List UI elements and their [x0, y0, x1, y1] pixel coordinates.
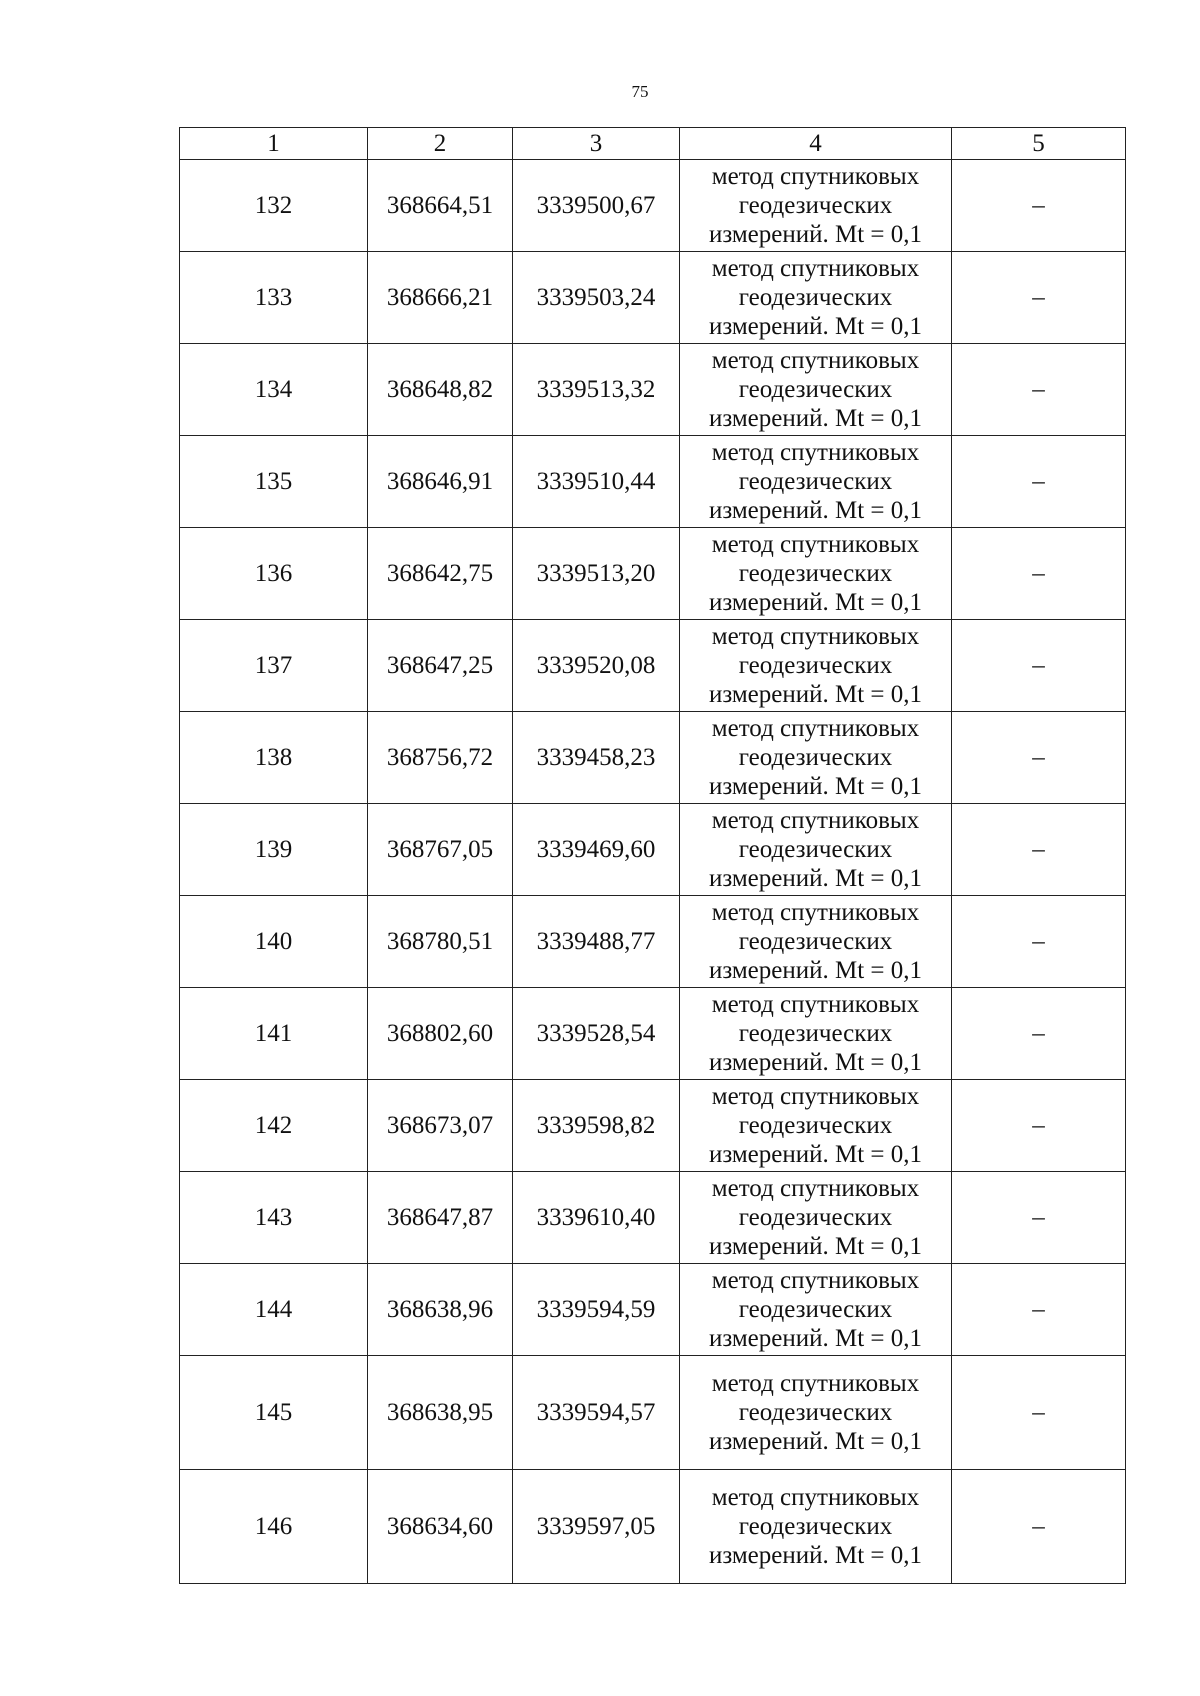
method-line: метод спутниковых [711, 623, 920, 650]
point-number-cell: 133 [180, 252, 368, 344]
note-cell: – [952, 1080, 1126, 1172]
method-cell [680, 712, 952, 804]
method-cell [680, 1172, 952, 1264]
method-line: измерений. Mt = 0,1 [708, 1325, 923, 1352]
method-line: метод спутниковых [711, 715, 920, 742]
method-cell [680, 160, 952, 252]
table-row [180, 896, 1126, 988]
x-coordinate-cell: 368646,91 [368, 436, 513, 528]
method-line: геодезических [738, 1112, 893, 1139]
method-line: метод спутниковых [711, 991, 920, 1018]
y-coordinate-cell: 3339520,08 [513, 620, 680, 712]
note-cell: – [952, 988, 1126, 1080]
x-coordinate-cell: 368767,05 [368, 804, 513, 896]
method-line: измерений. Mt = 0,1 [708, 589, 923, 616]
point-number-cell: 137 [180, 620, 368, 712]
method-line: геодезических [738, 560, 893, 587]
method-line: измерений. Mt = 0,1 [708, 1141, 923, 1168]
y-coordinate-cell: 3339528,54 [513, 988, 680, 1080]
method-line: измерений. Mt = 0,1 [708, 405, 923, 432]
note-cell: – [952, 528, 1126, 620]
point-number-cell: 132 [180, 160, 368, 252]
note-cell: – [952, 1264, 1126, 1356]
note-cell: – [952, 1356, 1126, 1470]
x-coordinate-cell: 368802,60 [368, 988, 513, 1080]
table-row [180, 1080, 1126, 1172]
y-coordinate-cell: 3339594,57 [513, 1356, 680, 1470]
table-row [180, 344, 1126, 436]
method-cell [680, 804, 952, 896]
method-cell [680, 896, 952, 988]
method-line: измерений. Mt = 0,1 [708, 497, 923, 524]
note-cell: – [952, 1172, 1126, 1264]
method-line: измерений. Mt = 0,1 [708, 1233, 923, 1260]
table-row [180, 712, 1126, 804]
y-coordinate-cell: 3339488,77 [513, 896, 680, 988]
x-coordinate-cell: 368664,51 [368, 160, 513, 252]
note-cell: – [952, 896, 1126, 988]
note-cell: – [952, 712, 1126, 804]
y-coordinate-cell: 3339513,32 [513, 344, 680, 436]
method-line: измерений. Mt = 0,1 [708, 681, 923, 708]
method-cell [680, 1264, 952, 1356]
y-coordinate-cell: 3339500,67 [513, 160, 680, 252]
method-cell [680, 344, 952, 436]
x-coordinate-cell: 368638,95 [368, 1356, 513, 1470]
method-line: метод спутниковых [711, 531, 920, 558]
method-line: измерений. Mt = 0,1 [708, 865, 923, 892]
table-row [180, 528, 1126, 620]
note-cell: – [952, 1470, 1126, 1584]
method-cell [680, 988, 952, 1080]
method-cell [680, 1356, 952, 1470]
x-coordinate-cell: 368666,21 [368, 252, 513, 344]
method-line: измерений. Mt = 0,1 [708, 1542, 923, 1569]
table-row [180, 1356, 1126, 1470]
method-line: геодезических [738, 1513, 893, 1540]
x-coordinate-cell: 368780,51 [368, 896, 513, 988]
table-row [180, 1470, 1126, 1584]
table-row [180, 620, 1126, 712]
x-coordinate-cell: 368647,87 [368, 1172, 513, 1264]
method-line: метод спутниковых [711, 899, 920, 926]
method-line: измерений. Mt = 0,1 [708, 313, 923, 340]
x-coordinate-cell: 368756,72 [368, 712, 513, 804]
point-number-cell: 146 [180, 1470, 368, 1584]
method-line: метод спутниковых [711, 807, 920, 834]
point-number-cell: 142 [180, 1080, 368, 1172]
table-row [180, 804, 1126, 896]
table-header-row [180, 128, 1126, 160]
point-number-cell: 139 [180, 804, 368, 896]
page-number: 75 [631, 82, 649, 101]
header-cell: 3 [513, 128, 680, 160]
method-line: геодезических [738, 744, 893, 771]
point-number-cell: 136 [180, 528, 368, 620]
point-number-cell: 144 [180, 1264, 368, 1356]
note-cell: – [952, 252, 1126, 344]
method-line: измерений. Mt = 0,1 [708, 957, 923, 984]
table-row [180, 1172, 1126, 1264]
point-number-cell: 145 [180, 1356, 368, 1470]
header-cell: 5 [952, 128, 1126, 160]
point-number-cell: 135 [180, 436, 368, 528]
y-coordinate-cell: 3339458,23 [513, 712, 680, 804]
note-cell: – [952, 160, 1126, 252]
note-cell: – [952, 344, 1126, 436]
method-line: геодезических [738, 1296, 893, 1323]
y-coordinate-cell: 3339469,60 [513, 804, 680, 896]
method-line: метод спутниковых [711, 255, 920, 282]
method-line: геодезических [738, 928, 893, 955]
note-cell: – [952, 436, 1126, 528]
method-line: геодезических [738, 284, 893, 311]
y-coordinate-cell: 3339594,59 [513, 1264, 680, 1356]
method-line: метод спутниковых [711, 1484, 920, 1511]
method-line: метод спутниковых [711, 439, 920, 466]
x-coordinate-cell: 368638,96 [368, 1264, 513, 1356]
point-number-cell: 140 [180, 896, 368, 988]
note-cell: – [952, 804, 1126, 896]
y-coordinate-cell: 3339598,82 [513, 1080, 680, 1172]
x-coordinate-cell: 368648,82 [368, 344, 513, 436]
method-line: геодезических [738, 468, 893, 495]
method-line: метод спутниковых [711, 347, 920, 374]
method-line: геодезических [738, 836, 893, 863]
method-line: метод спутниковых [711, 163, 920, 190]
point-number-cell: 141 [180, 988, 368, 1080]
y-coordinate-cell: 3339510,44 [513, 436, 680, 528]
x-coordinate-cell: 368647,25 [368, 620, 513, 712]
coordinates-table [179, 127, 1126, 1584]
point-number-cell: 138 [180, 712, 368, 804]
method-cell [680, 528, 952, 620]
method-line: метод спутниковых [711, 1370, 920, 1397]
y-coordinate-cell: 3339597,05 [513, 1470, 680, 1584]
method-cell [680, 436, 952, 528]
method-cell [680, 1470, 952, 1584]
method-line: геодезических [738, 652, 893, 679]
y-coordinate-cell: 3339503,24 [513, 252, 680, 344]
x-coordinate-cell: 368634,60 [368, 1470, 513, 1584]
header-cell: 2 [368, 128, 513, 160]
method-line: метод спутниковых [711, 1175, 920, 1202]
x-coordinate-cell: 368673,07 [368, 1080, 513, 1172]
method-line: геодезических [738, 376, 893, 403]
table-row [180, 988, 1126, 1080]
y-coordinate-cell: 3339513,20 [513, 528, 680, 620]
note-cell: – [952, 620, 1126, 712]
method-line: геодезических [738, 1399, 893, 1426]
method-cell [680, 1080, 952, 1172]
method-line: метод спутниковых [711, 1267, 920, 1294]
method-cell [680, 620, 952, 712]
table-row [180, 1264, 1126, 1356]
table-row [180, 252, 1126, 344]
method-line: измерений. Mt = 0,1 [708, 1049, 923, 1076]
method-line: измерений. Mt = 0,1 [708, 221, 923, 248]
table-row [180, 160, 1126, 252]
point-number-cell: 134 [180, 344, 368, 436]
method-line: геодезических [738, 192, 893, 219]
method-cell [680, 252, 952, 344]
method-line: измерений. Mt = 0,1 [708, 773, 923, 800]
x-coordinate-cell: 368642,75 [368, 528, 513, 620]
method-line: измерений. Mt = 0,1 [708, 1428, 923, 1455]
table-row [180, 436, 1126, 528]
y-coordinate-cell: 3339610,40 [513, 1172, 680, 1264]
header-cell: 1 [180, 128, 368, 160]
header-cell: 4 [680, 128, 952, 160]
method-line: геодезических [738, 1020, 893, 1047]
method-line: метод спутниковых [711, 1083, 920, 1110]
method-line: геодезических [738, 1204, 893, 1231]
point-number-cell: 143 [180, 1172, 368, 1264]
table-body [180, 160, 1126, 1584]
